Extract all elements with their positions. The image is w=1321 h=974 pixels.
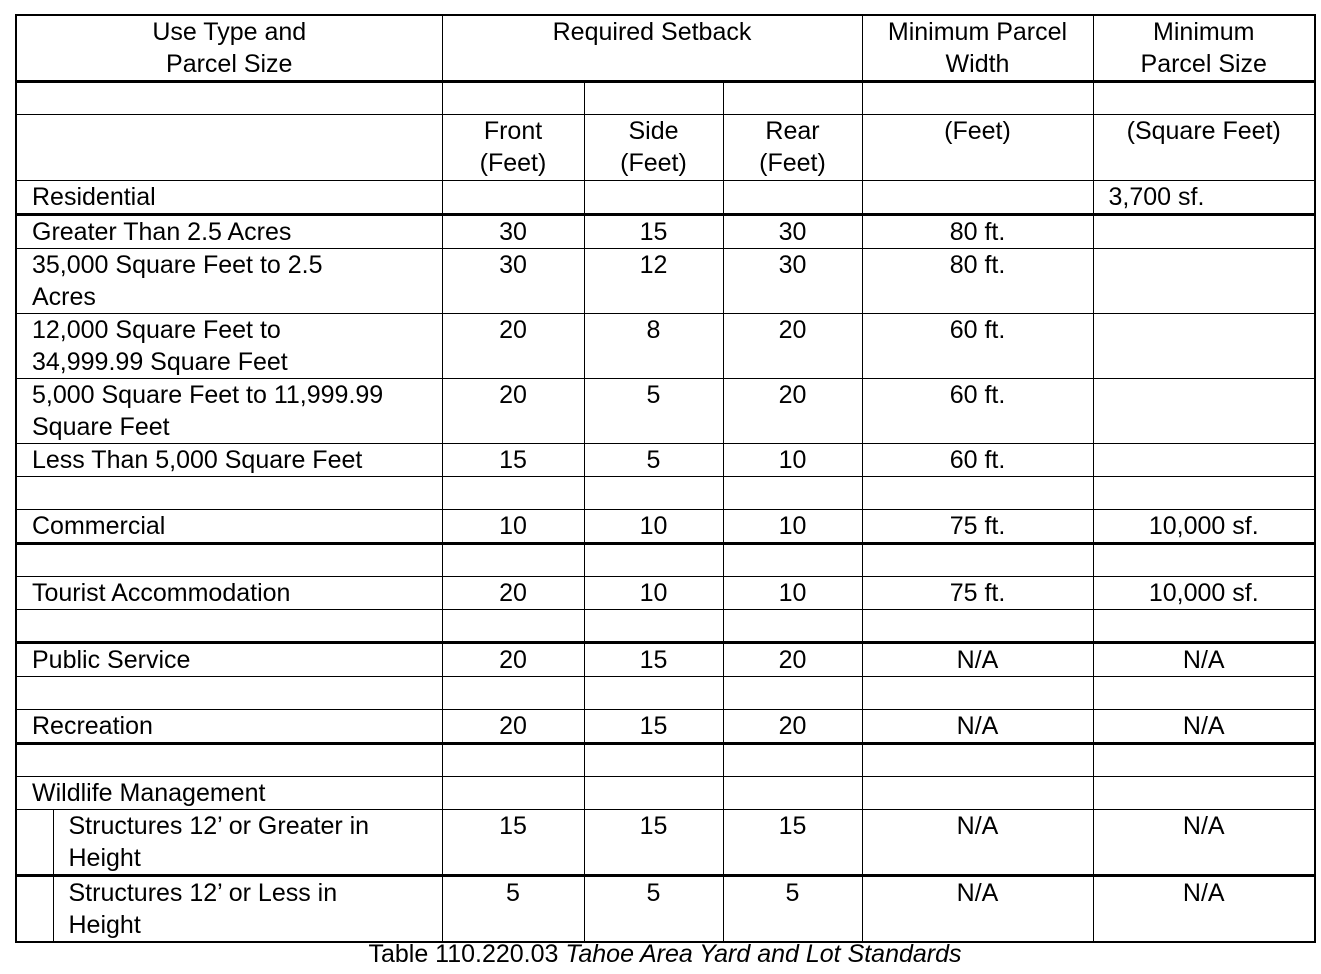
row-width: 75 ft. — [862, 577, 1093, 610]
row-front: 20 — [442, 314, 584, 379]
row-side: 15 — [584, 215, 723, 249]
blank-cell — [16, 477, 442, 510]
spacer-row — [16, 82, 1315, 115]
row-label: Structures 12’ or Greater in Height — [53, 810, 442, 876]
row-front: 30 — [442, 215, 584, 249]
unit-front: Front (Feet) — [442, 115, 584, 181]
blank-cell — [584, 544, 723, 577]
row-rear: 20 — [723, 643, 862, 677]
row-width: 60 ft. — [862, 314, 1093, 379]
caption-number: Table 110.220.03 — [368, 940, 559, 968]
blank-cell — [723, 610, 862, 643]
row-width: 60 ft. — [862, 444, 1093, 477]
row-label: 35,000 Square Feet to 2.5 Acres — [16, 249, 442, 314]
blank-cell — [1093, 444, 1315, 477]
units-row — [16, 115, 1315, 181]
blank-cell — [723, 744, 862, 777]
blank-cell — [1093, 249, 1315, 314]
row-front: 20 — [442, 379, 584, 444]
table-row-public-service — [16, 643, 1315, 677]
table-row — [16, 444, 1315, 477]
indent-cell — [16, 810, 53, 876]
row-width: N/A — [862, 810, 1093, 876]
table-row-commercial — [16, 510, 1315, 544]
blank-cell — [16, 544, 442, 577]
row-label: Residential — [16, 181, 442, 215]
blank-cell — [723, 544, 862, 577]
blank-cell — [16, 744, 442, 777]
row-rear: 20 — [723, 379, 862, 444]
table-row-tourist — [16, 577, 1315, 610]
blank-cell — [862, 610, 1093, 643]
blank-cell — [1093, 477, 1315, 510]
table-row — [16, 876, 1315, 943]
row-label: 12,000 Square Feet to 34,999.99 Square Feet — [16, 314, 442, 379]
row-front: 20 — [442, 710, 584, 744]
spacer-row — [16, 477, 1315, 510]
blank-cell — [1093, 677, 1315, 710]
row-width: 60 ft. — [862, 379, 1093, 444]
row-size: N/A — [1093, 710, 1315, 744]
row-width: 75 ft. — [862, 510, 1093, 544]
unit-rear: Rear (Feet) — [723, 115, 862, 181]
row-side: 10 — [584, 577, 723, 610]
row-label: Wildlife Management — [16, 777, 442, 810]
blank-cell — [442, 181, 584, 215]
blank-cell — [1093, 610, 1315, 643]
row-size: N/A — [1093, 810, 1315, 876]
blank-cell — [584, 744, 723, 777]
table-row — [16, 249, 1315, 314]
blank-cell — [723, 777, 862, 810]
row-side: 5 — [584, 444, 723, 477]
row-size: N/A — [1093, 876, 1315, 943]
blank-cell — [862, 82, 1093, 115]
table-row — [16, 314, 1315, 379]
blank-cell — [723, 82, 862, 115]
header-required-setback: Required Setback — [442, 15, 862, 82]
blank-cell — [862, 181, 1093, 215]
header-min-parcel-width: Minimum Parcel Width — [862, 15, 1093, 82]
row-side: 15 — [584, 643, 723, 677]
blank-cell — [442, 82, 584, 115]
blank-cell — [1093, 744, 1315, 777]
blank-cell — [16, 82, 442, 115]
row-side: 8 — [584, 314, 723, 379]
row-rear: 15 — [723, 810, 862, 876]
blank-cell — [862, 477, 1093, 510]
standards-table — [15, 14, 1316, 943]
header-use-type: Use Type and Parcel Size — [16, 15, 442, 82]
spacer-row — [16, 744, 1315, 777]
row-side: 15 — [584, 810, 723, 876]
row-rear: 5 — [723, 876, 862, 943]
row-front: 15 — [442, 810, 584, 876]
blank-cell — [723, 477, 862, 510]
blank-cell — [862, 744, 1093, 777]
row-rear: 30 — [723, 215, 862, 249]
row-width: N/A — [862, 710, 1093, 744]
blank-cell — [584, 777, 723, 810]
row-side: 5 — [584, 379, 723, 444]
blank-cell — [16, 677, 442, 710]
row-label: 5,000 Square Feet to 11,999.99 Square Feet — [16, 379, 442, 444]
row-front: 15 — [442, 444, 584, 477]
blank-cell — [584, 477, 723, 510]
row-front: 10 — [442, 510, 584, 544]
blank-cell — [862, 544, 1093, 577]
table-row-wildlife — [16, 777, 1315, 810]
row-size: 3,700 sf. — [1093, 181, 1315, 215]
row-rear: 10 — [723, 577, 862, 610]
blank-cell — [723, 677, 862, 710]
unit-side: Side (Feet) — [584, 115, 723, 181]
blank-cell — [584, 181, 723, 215]
blank-cell — [442, 544, 584, 577]
row-width: N/A — [862, 876, 1093, 943]
spacer-row — [16, 544, 1315, 577]
blank-cell — [1093, 544, 1315, 577]
blank-cell — [584, 610, 723, 643]
blank-cell — [16, 610, 442, 643]
row-rear: 20 — [723, 314, 862, 379]
blank-cell — [584, 677, 723, 710]
table-row-residential — [16, 181, 1315, 215]
row-label: Recreation — [16, 710, 442, 744]
row-label: Structures 12’ or Less in Height — [53, 876, 442, 943]
row-label: Tourist Accommodation — [16, 577, 442, 610]
header-min-parcel-size: Minimum Parcel Size — [1093, 15, 1315, 82]
row-label: Commercial — [16, 510, 442, 544]
row-label: Greater Than 2.5 Acres — [16, 215, 442, 249]
indent-cell — [16, 876, 53, 943]
blank-cell — [1093, 82, 1315, 115]
row-width: 80 ft. — [862, 249, 1093, 314]
blank-cell — [1093, 314, 1315, 379]
header-row — [16, 15, 1315, 82]
row-width: N/A — [862, 643, 1093, 677]
blank-cell — [442, 610, 584, 643]
row-front: 20 — [442, 577, 584, 610]
row-label: Less Than 5,000 Square Feet — [16, 444, 442, 477]
table-row — [16, 215, 1315, 249]
spacer-row — [16, 610, 1315, 643]
blank-cell — [442, 744, 584, 777]
blank-cell — [862, 677, 1093, 710]
row-side: 5 — [584, 876, 723, 943]
blank-cell — [1093, 215, 1315, 249]
spacer-row — [16, 677, 1315, 710]
row-rear: 10 — [723, 444, 862, 477]
blank-cell — [16, 115, 442, 181]
row-side: 10 — [584, 510, 723, 544]
blank-cell — [442, 477, 584, 510]
table-row — [16, 379, 1315, 444]
table-row-recreation — [16, 710, 1315, 744]
table-caption — [0, 938, 1321, 970]
unit-width: (Feet) — [862, 115, 1093, 181]
blank-cell — [442, 677, 584, 710]
blank-cell — [723, 181, 862, 215]
blank-cell — [1093, 379, 1315, 444]
row-label: Public Service — [16, 643, 442, 677]
row-front: 5 — [442, 876, 584, 943]
row-width: 80 ft. — [862, 215, 1093, 249]
row-side: 12 — [584, 249, 723, 314]
row-rear: 20 — [723, 710, 862, 744]
blank-cell — [442, 777, 584, 810]
row-front: 20 — [442, 643, 584, 677]
row-side: 15 — [584, 710, 723, 744]
row-size: 10,000 sf. — [1093, 510, 1315, 544]
caption-title: Tahoe Area Yard and Lot Standards — [565, 940, 962, 968]
blank-cell — [1093, 777, 1315, 810]
row-rear: 30 — [723, 249, 862, 314]
unit-size: (Square Feet) — [1093, 115, 1315, 181]
row-front: 30 — [442, 249, 584, 314]
table-row — [16, 810, 1315, 876]
blank-cell — [584, 82, 723, 115]
row-size: 10,000 sf. — [1093, 577, 1315, 610]
row-size: N/A — [1093, 643, 1315, 677]
row-rear: 10 — [723, 510, 862, 544]
blank-cell — [862, 777, 1093, 810]
